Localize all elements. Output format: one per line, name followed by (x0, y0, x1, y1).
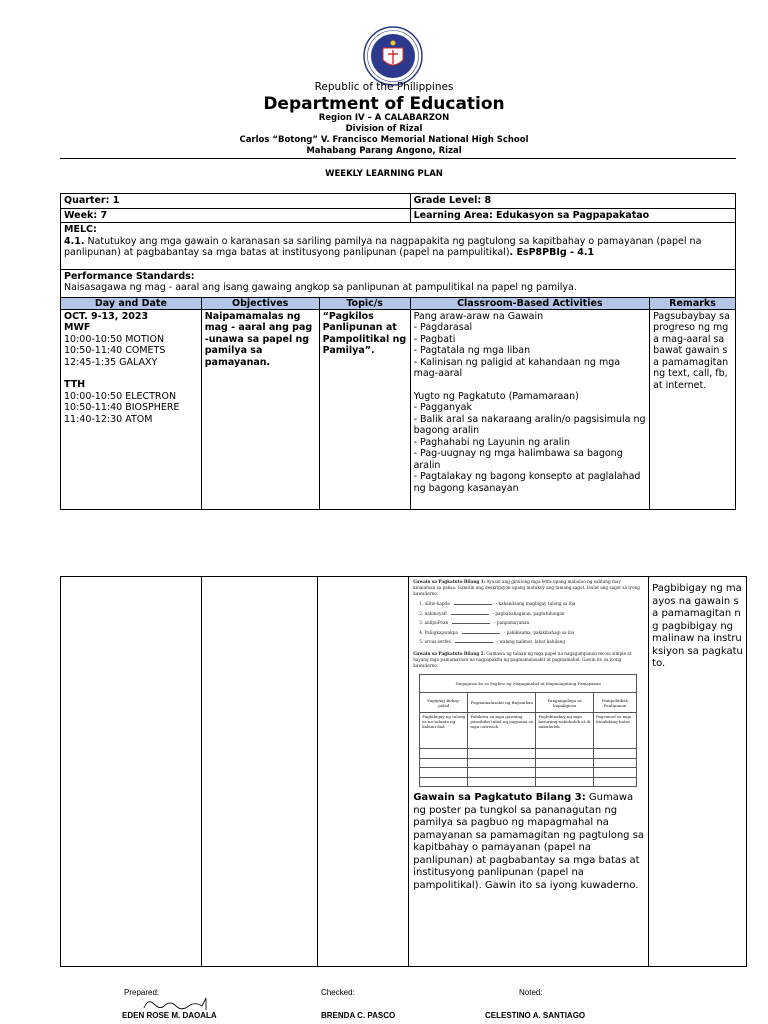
prepared-name: EDEN ROSE M. DAOALA (122, 1011, 217, 1020)
performance-text: Naisasagawa ng mag - aaral ang isang gawaing angkop sa panlipunan at pampulitikal na papel ng pamilya. (64, 282, 577, 293)
col-remarks: Remarks (650, 297, 736, 309)
act3-text: Gumawa ng poster pa tungkol sa pananagutan ng pamilya sa pagbuo ng mapagmahal na pamayanan sa pamamagitan ng pagtulong sa kapitbahay o pamayanan (papel na panlipunan) at pagbabantay sa mga batas at institusyong panlipunan (papel na pampolitikal). Gawin ito sa iyong kuwaderno. (413, 792, 645, 891)
ws2-table (419, 674, 637, 787)
list-item: 2. nabinoyafl - pagbabahaginan, pagtutulungan (419, 610, 565, 616)
ws1-text: Ayusin ang ginulong mga letra upang mabaluo ng salitang may kinalaman sa paksa. Gamitin ang deskripsyon upang matukoy ang tamang sagot. Isulat ang sagot sa iyong kuwaderno. (413, 579, 640, 596)
empty-objectives-cell (201, 577, 318, 967)
quarter-cell: Quarter: 1 (61, 194, 411, 209)
ws2-cell: Pagbibinakay ng mga basurang nabubulok at di nabubulok (536, 713, 594, 749)
activity-3 (413, 792, 644, 892)
school-address: Mahabang Parang Angono, Rizal (306, 146, 462, 156)
empty-day-cell (61, 577, 202, 967)
daily-routine: Pang araw-araw na Gawain - Pagdarasal - Pagbati - Pagtatala ng mga liban - Kalinisan ng paligid at kahandaan ng mga mag-aaral (413, 310, 621, 379)
week-cell: Week: 7 (61, 208, 411, 223)
ws1-instruction (413, 579, 644, 597)
republic-text: Republic of the Philippines (314, 81, 454, 93)
ws2-title: Gawain sa Pagkatuto Bilang 2 (413, 651, 484, 656)
empty-topic-cell (318, 577, 409, 967)
ws1-title: Gawain sa Pagkatuto Bilang 1: (413, 579, 486, 584)
learning-area-cell: Learning Area: Edukasyon sa Pagpapakatao (410, 208, 735, 223)
table-row (61, 577, 747, 967)
activities-cell-continued (409, 577, 649, 967)
noted-name: CELESTINO A. SANTIAGO (485, 1011, 586, 1020)
list-item: 1. ulitio-kapda - kahandaang magbigay tulong sa iba (419, 601, 576, 606)
col-objectives: Objectives (201, 297, 319, 309)
ws2-cell: Pakikiisa sa mga gawaing pansibiko tulad ng pagsama sa mga outreach (468, 713, 536, 749)
ws2-header: Pangangalaga sa kapaligiran (536, 693, 594, 713)
topic-cell: “Pagkilos Panlipunan at Pampolitikal ng Pamilya”. (319, 309, 410, 509)
learning-phase: Yugto ng Pagkatuto (Pamamaraan) - Pagganyak - Balik aral sa nakaraang aralin/o pagsisimula ng bagong aralin - Paghahabi ng Layunin ng aralin - Pag-uugnay ng mga halimbawa sa bagong aralin - Pagtalakay ng bagong konsepto at paglalahad ng bagong kasanayan (413, 390, 646, 494)
day-date-cell (61, 309, 202, 509)
weekly-plan-table (60, 193, 736, 510)
mwf-schedule: 10:00-10:50 MOTION 10:50-11:40 COMETS 12:45-1:35 GALAXY (64, 333, 166, 368)
document-title: WEEKLY LEARNING PLAN (325, 169, 443, 179)
melc-body: Natutukoy ang mga gawain o karanasan sa sariling pamilya na nagpapakita ng pagtulong sa kapitbahay o pamayanan (papel na panlipunan) at pagbabantay sa mga batas at institusyong panlipunan (papel na pampulitikal) (64, 235, 702, 258)
division-text: Division of Rizal (345, 124, 423, 134)
list-item: 3. anlipuPoan - panpamayanan (419, 620, 530, 625)
col-activities: Classroom-Based Activities (410, 297, 650, 309)
prepared-label: Prepared: (124, 988, 160, 997)
mwf-label: MWF (64, 322, 91, 333)
weekly-plan-table-continued (60, 576, 747, 967)
deped-seal-icon (363, 26, 423, 86)
date-range: OCT. 9-13, 2023 (64, 310, 149, 322)
performance-standards-cell (61, 269, 736, 297)
melc-code: . EsP8PBIg - 4.1 (509, 247, 595, 258)
column-header-row (61, 297, 736, 309)
ws2-caption: Nagagawa ko sa Pagbuo ng Mapagmahal at Mapanagutang Pamayanan (420, 675, 637, 693)
list-item: 4. Paliigkapwakpa - pakikisama, pakikibahagi sa iba (419, 629, 575, 635)
ws2-text: : Gumawa ng talaan ng mga papel na nagagampanan mo sa simple at bayang mga pamamaraan na nagpapakita ng pagmamalasakit at pagmamahal. Gawin ito sa iyong kuwaderno. (413, 651, 632, 668)
region-text: Region IV – A CALABARZON (318, 113, 450, 123)
activities-cell (410, 309, 650, 509)
melc-label: MELC: (64, 224, 97, 235)
remarks-cell-continued: Pagbibigay ng maayos na gawain sa pamamagitan ng pagbibigay ng malinaw na instruksiyon sa pagkatuto. (649, 577, 747, 967)
objectives-cell: Naipamamalas ng mag - aaral ang pag -unawa sa papel ng pamilya sa pamayanan. (201, 309, 319, 509)
col-topics: Topic/s (319, 297, 410, 309)
list-item: 5. arous-serfes - walang nalimot, lahat kabilang (419, 639, 566, 644)
checked-label: Checked: (321, 988, 355, 997)
performance-label: Performance Standards: (64, 270, 195, 282)
tth-schedule: 10:00-10:50 ELECTRON 10:50-11:40 BIOSPHERE 11:40-12:30 ATOM (64, 390, 180, 425)
department-title: Department of Education (263, 94, 505, 114)
ws2-header: Pampolitikal/ Panlipunan (594, 693, 637, 713)
melc-cell (61, 223, 736, 270)
melc-number: 4.1. (64, 235, 85, 247)
checked-name: BRENDA C. PASCO (321, 1011, 396, 1020)
col-day-date: Day and Date (61, 297, 202, 309)
ws2-header: Pagiging Buhay-palad (420, 693, 468, 713)
header-divider (60, 158, 736, 159)
ws2-header: Pagmamalasakit ng Bayanihan (468, 693, 536, 713)
melc-text (64, 236, 732, 259)
school-name: Carlos “Botong” V. Francisco Memorial National High School (239, 135, 529, 145)
grade-level-cell: Grade Level: 8 (410, 194, 735, 209)
table-row (61, 309, 736, 509)
ws2-cell: Pagsunod sa mga itinakdang batas (594, 713, 637, 749)
ws2-cell: Pagbibigay ng tulong sa na-salanta ng kalami-dad (420, 713, 468, 749)
worksheet-image (413, 579, 644, 787)
ws2-instruction (413, 651, 644, 669)
ws1-items (419, 601, 644, 645)
noted-label: Noted: (519, 988, 543, 997)
act3-title: Gawain sa Pagkatuto Bilang 3: (413, 792, 586, 803)
tth-label: TTH (64, 379, 86, 390)
remarks-cell: Pagsubaybay sa progreso ng mga mag-aaral sa bawat gawain sa pamamagitan ng text, call, fb, at internet. (650, 309, 736, 509)
